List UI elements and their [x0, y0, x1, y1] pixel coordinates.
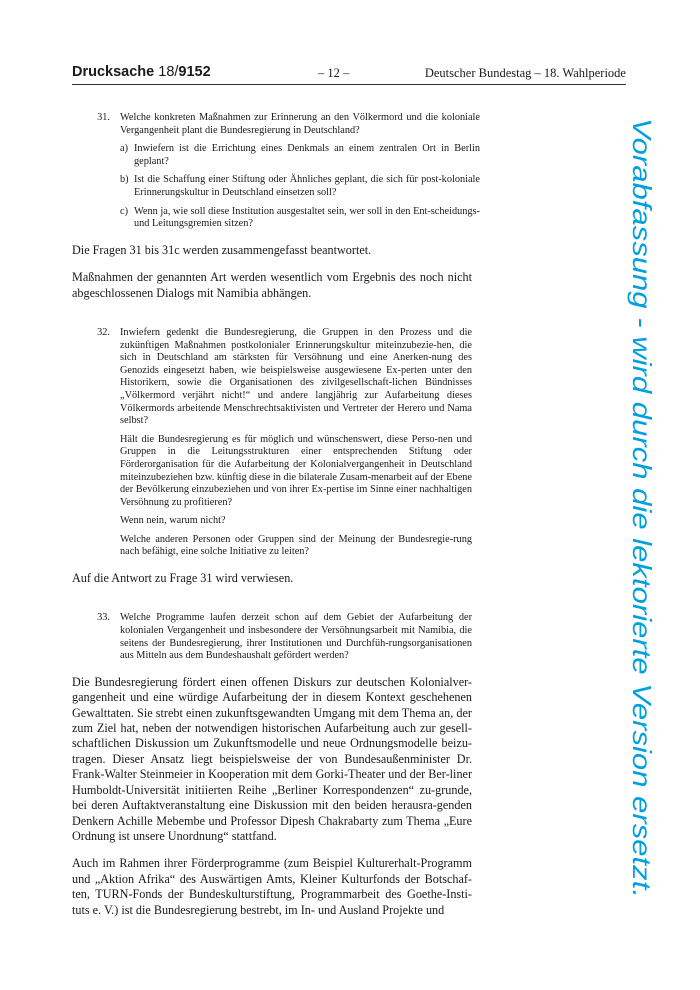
sub-text: Wenn ja, wie soll diese Institution ausgestaltet sein, wer soll in den Ent-scheidungs- und Leitungsgremien sitzen? — [134, 205, 480, 230]
question-text: Hält die Bundesregierung es für möglich und wünschenswert, diese Perso-nen und Gruppen in die Leitungsstrukturen einer entsprechenden Stiftung oder Förderorganisation für die Aufarbeitung der Kolonialvergangenheit in Deutschland miteinzubeziehen bzw. künftig diese in die bilaterale Zusam-menarbeit auf der Ebene der Bevölkerung einzubeziehen und von ihrer Ex-pertise im Sinne einer nachhaltigen Versöhnung zu profitieren? — [120, 433, 472, 508]
question-text: Inwiefern gedenkt die Bundesregierung, die Gruppen in den Prozess und die zukünftigen Maßnahmen postkolonialer Erinnerungskultur miteinzubezie-hen, die sich in Deutschland am stärksten für Versöhnung und eine Anerken-nung des Genozids eingesetzt haben, wie beispielsweise ausgewiesene Ex-perten unter den Historikern, sowie die Organisationen des zivilgesellschaft-lichen Bündnisses „Völkermord verjährt nicht!“ und andere langjährig zur Aufarbeitung dieses Völkermords arbeitende Menschrechtsaktivisten und Vertreter der Herero und Nama selbst? — [120, 326, 472, 427]
sub-question-a — [120, 143, 480, 168]
document-number — [72, 64, 211, 80]
answer-33-p1: Die Bundesregierung fördert einen offenen Diskurs zur deutschen Kolonialver-gangenheit und eine würdige Aufarbeitung der in diesem Kontext geschehenen Gewalttaten. Sie strebt einen zukunftsgewandten Umgang mit dem Thema an, der zum Ziel hat, neben der notwendigen historischen Aufarbeitung auch zur gesell-schaftlichen Diskussion um Zukunftsmodelle und neue Ordnungsmodelle beizu-tragen. Dieser Ansatz liegt beispielsweise der von Bundesaußenminister Dr. Frank-Walter Steinmeier in Kooperation mit dem Gorki-Theater und der Ber-liner Humboldt-Universität initiierten Reihe „Berliner Korrespondenzen“ zu-grunde, bei deren Auftaktveranstaltung eine Diskussion mit den beiden herausra-genden Denkern Achille Mebembe und Professor Dipesh Chakrabarty zum Thema „Eure Ordnung ist unsere Unordnung“ stattfand. — [72, 674, 472, 843]
question-text: Welche anderen Personen oder Gruppen sind der Meinung der Bundesregie-rung nach befähigt, eine solche Initiative zu leiten? — [120, 533, 472, 558]
question-number: 32. — [97, 326, 110, 338]
question-body — [120, 327, 472, 565]
sub-question-c — [120, 206, 480, 231]
question-body — [120, 112, 480, 237]
question-number: 31. — [97, 112, 110, 123]
question-text: Welche konkreten Maßnahmen zur Erinnerung an den Völkermord und die koloniale Vergangenheit plant die Bundesregierung in Deutschland? — [120, 112, 480, 136]
sub-question-b — [120, 174, 480, 199]
answer-32: Auf die Antwort zu Frage 31 wird verwiesen. — [72, 571, 294, 586]
sub-label: b) — [120, 174, 129, 186]
answer-31-intro: Die Fragen 31 bis 31c werden zusammengefasst beantwortet. — [72, 242, 372, 257]
question-body — [120, 612, 472, 668]
question-32 — [72, 327, 472, 565]
draft-watermark — [608, 118, 668, 898]
page-header — [72, 62, 626, 85]
publisher: Deutscher Bundestag – 18. Wahlperiode — [424, 66, 626, 80]
page-number: – 12 – — [318, 66, 350, 80]
doc-label: Drucksache — [72, 64, 155, 80]
sub-text: Inwiefern ist die Errichtung eines Denkmals an einem zentralen Ort in Berlin geplant? — [134, 143, 480, 167]
page-content — [72, 112, 480, 930]
watermark-text: Vorabfassung - wird durch die lektorierte Version ersetzt. — [627, 118, 657, 771]
watermark-svg — [608, 118, 668, 898]
answer-31-body: Maßnahmen der genannten Art werden wesentlich vom Ergebnis des noch nicht abgeschlossenen Dialogs mit Namibia abhängen. — [72, 270, 472, 300]
sub-label: a) — [120, 143, 128, 155]
question-text: Wenn nein, warum nicht? — [120, 515, 226, 527]
doc-number: 9152 — [178, 64, 211, 80]
question-text: Welche Programme laufen derzeit schon auf dem Gebiet der Aufarbeitung der kolonialen Vergangenheit und insbesondere der Versöhnungsarbeit mit Namibia, die seitens der Bundesregierung, ihrer Institutionen und Durchfüh-rungsorganisationen aus Mitteln aus dem Bundeshaushalt gefördert werden? — [120, 612, 472, 662]
answer-33-p2: Auch im Rahmen ihrer Förderprogramme (zum Beispiel Kulturerhalt-Programm und „Aktion Afrika“ des Auswärtigen Amts, Kleiner Kulturfonds der Botschaf-ten, TURN-Fonds der Bundeskulturstiftung, Programmarbeit des Goethe-Insti-tuts e. V.) ist die Bundesregierung bestrebt, im In- und Ausland Projekte und — [72, 856, 472, 917]
sub-text: Ist die Schaffung einer Stiftung oder Ähnliches geplant, die sich für post-koloniale Erinnerungskultur in Deutschland einsetzen soll? — [134, 174, 480, 198]
question-33 — [72, 612, 472, 668]
question-number: 33. — [97, 612, 110, 624]
question-31 — [72, 112, 480, 237]
sub-label: c) — [120, 205, 128, 217]
doc-number-prefix: 18/ — [158, 64, 179, 80]
